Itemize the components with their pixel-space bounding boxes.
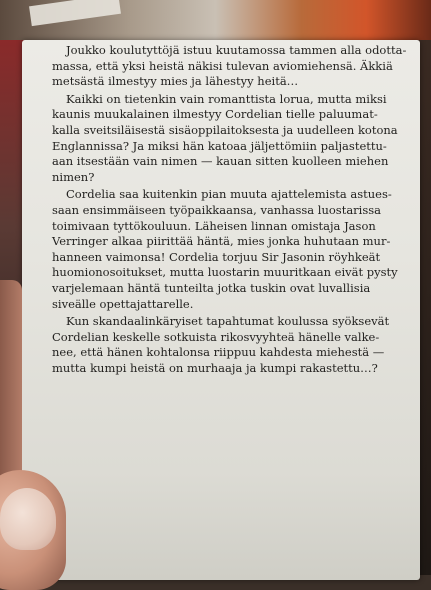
text-line: kaunis muukalainen ilmestyy Cordelian tielle paluumat- xyxy=(52,107,378,122)
text-line: massa, että yksi heistä näkisi tulevan aviomiehensä. Äkkiä xyxy=(52,58,393,73)
text-line: Kun skandaalinkäryiset tapahtumat koulussa syöksevät xyxy=(66,314,390,329)
text-line: Verringer alkaa piirittää häntä, mies jonka huhutaan mur- xyxy=(52,234,391,249)
text-line: nimen? xyxy=(52,169,95,184)
text-line: metsästä ilmestyy mies ja lähestyy heitä… xyxy=(52,74,299,89)
text-line: aan itsestään vain nimen — kauan sitten kuolleen miehen xyxy=(52,154,389,169)
text-line: toimivaan tyttökouluun. Läheisen linnan omistaja Jason xyxy=(52,218,376,233)
text-line: kalla sveitsiläisestä sisäoppilaitoksesta ja uudelleen kotona xyxy=(52,122,398,137)
thumbnail-nail xyxy=(0,488,56,550)
text-line: nee, että hänen kohtalonsa riippuu kahdesta miehestä — xyxy=(52,345,385,360)
text-line: huomionosoitukset, mutta luostarin muuritkaan eivät pysty xyxy=(52,265,398,280)
text-line: mutta kumpi heistä on murhaaja ja kumpi rakastettu…? xyxy=(52,360,378,375)
text-line: Cordelian keskelle sotkuista rikosvyyhteä hänelle valke- xyxy=(52,329,380,344)
text-line: saan ensimmäiseen työpaikkaansa, vanhassa luostarissa xyxy=(52,202,382,217)
blurb-text xyxy=(52,43,410,376)
text-line: hanneen vaimonsa! Cordelia torjuu Sir Jasonin röyhkeät xyxy=(52,249,381,264)
text-line: Joukko koulutyttöjä istuu kuutamossa tammen alla odotta- xyxy=(66,43,407,57)
text-line: siveälle opettajattarelle. xyxy=(52,296,194,311)
text-line: Englannissa? Ja miksi hän katoaa jäljettömiin paljastettu- xyxy=(52,138,387,153)
text-line: Kaikki on tietenkin vain romanttista lorua, mutta miksi xyxy=(66,91,387,106)
hand-finger xyxy=(0,280,22,480)
text-line: varjelemaan häntä tunteilta jotka tuskin ovat luvallisia xyxy=(52,280,371,295)
text-line: Cordelia saa kuitenkin pian muuta ajattelemista astues- xyxy=(66,187,392,202)
